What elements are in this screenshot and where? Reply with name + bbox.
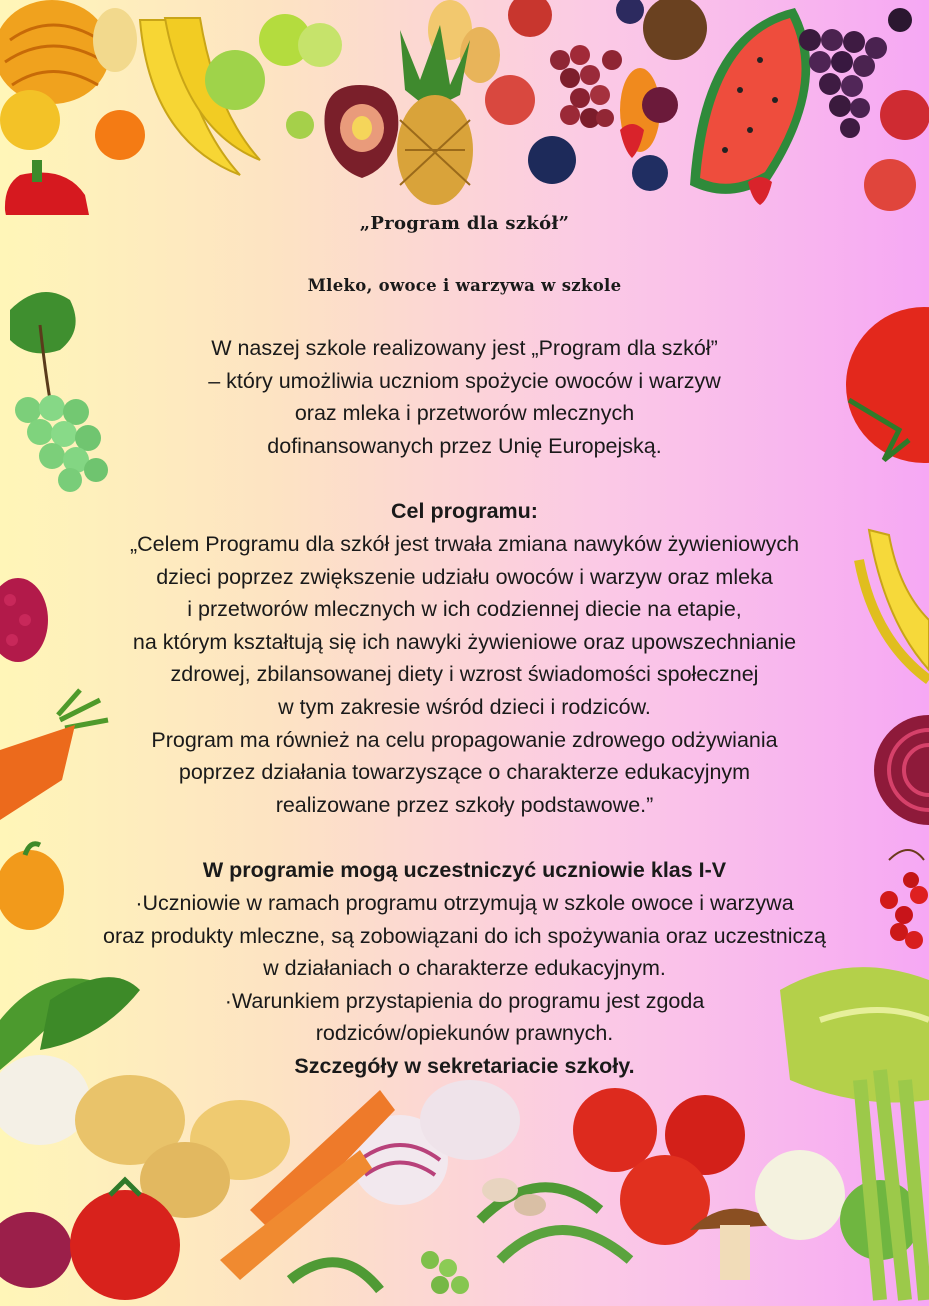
participants-line: oraz produkty mleczne, są zobowiązani do ich spożywania oraz uczestniczą — [102, 923, 826, 948]
goal-line: w tym zakresie wśród dzieci i rodziców. — [278, 694, 651, 719]
goal-section — [0, 495, 929, 821]
fig-icon — [324, 85, 398, 178]
goal-line: poprzez działania towarzyszące o charakterze edukacyjnym — [178, 760, 751, 785]
poster-subtitle: Mleko, owoce i warzywa w szkole — [307, 276, 622, 295]
melon-icon — [0, 0, 110, 104]
beans-icon — [290, 1178, 630, 1290]
goal-line: Program ma również na celu propagowanie zdrowego odżywiania — [151, 727, 778, 752]
intro-line: dofinansowanych przez Unię Europejską. — [267, 433, 662, 458]
details-footer: Szczegóły w sekretariacie szkoły. — [294, 1053, 635, 1078]
intro-line: – który umożliwia uczniom spożycie owoców i warzyw — [208, 368, 721, 393]
watermelon-icon — [690, 8, 810, 194]
intro-line: oraz mleka i przetworów mlecznych — [294, 401, 635, 426]
fruit-frame-top — [0, 0, 929, 215]
goal-line: realizowane przez szkoły podstawowe.” — [275, 792, 654, 817]
participants-line: ·Warunkiem przystapienia do programu jest zgoda — [224, 988, 705, 1013]
goal-line: zdrowej, zbilansowanej diety i wzrost świadomości społecznej — [170, 662, 759, 687]
goal-line: „Celem Programu dla szkół jest trwała zmiana nawyków żywieniowych — [129, 531, 800, 556]
grapes-icon — [550, 45, 622, 128]
goal-line: dzieci poprzez zwiększenie udziału owoców i warzyw oraz mleka — [156, 564, 773, 589]
intro-paragraph — [0, 332, 929, 462]
participants-line: ·Uczniowie w ramach programu otrzymują w szkole owoce i warzywa — [135, 890, 794, 915]
participants-heading: W programie mogą uczestniczyć uczniowie klas I-V — [202, 858, 727, 883]
intro-line: W naszej szkole realizowany jest „Program dla szkół” — [211, 336, 718, 360]
poster-title: „Program dla szkół” — [359, 213, 570, 234]
main-content — [0, 205, 929, 1082]
goal-line: na którym kształtują się ich nawyki żywieniowe oraz upowszechnianie — [132, 629, 797, 654]
peas-icon — [421, 1251, 469, 1294]
participants-section — [0, 854, 929, 1082]
participants-line: w działaniach o charakterze edukacyjnym. — [263, 956, 666, 981]
goal-line: i przetworów mlecznych w ich codziennej diecie na etapie, — [187, 597, 742, 622]
participants-line: rodziców/opiekunów prawnych. — [315, 1021, 614, 1046]
celery-icon — [860, 1070, 925, 1300]
goal-heading: Cel programu: — [391, 499, 538, 524]
